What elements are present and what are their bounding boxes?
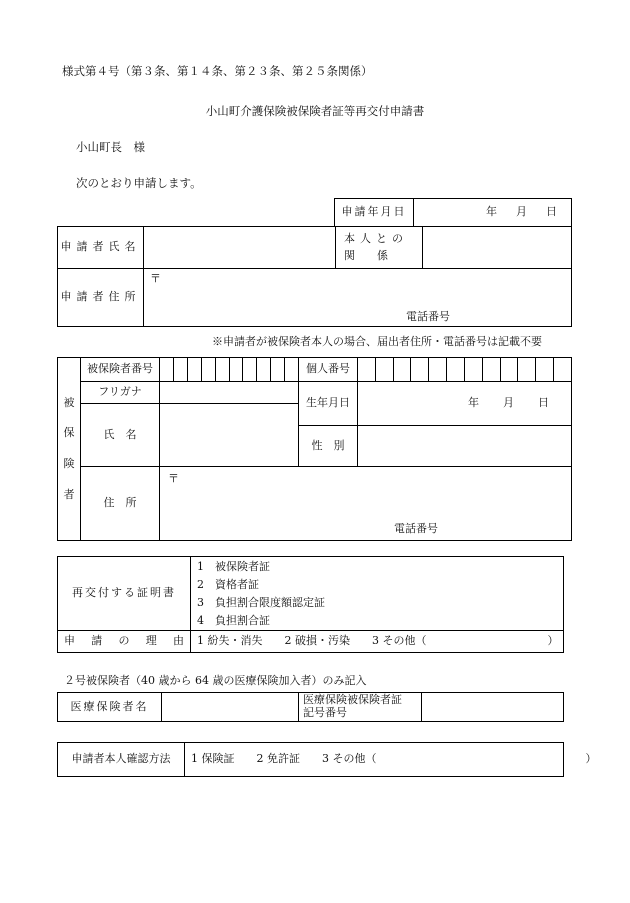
type2-table bbox=[57, 692, 564, 722]
day-label: 日 bbox=[546, 205, 557, 219]
applicant-note: ※申請者が被保険者本人の場合、届出者住所・電話番号は記載不要 bbox=[212, 335, 542, 348]
insured-day-label: 日 bbox=[538, 396, 549, 410]
verification-label: 申請者本人確認方法 bbox=[58, 743, 185, 777]
reason-options[interactable]: 1 紛失・消失 2 破損・汚染 3 その他（ ） bbox=[191, 631, 564, 653]
application-date-field[interactable] bbox=[414, 199, 572, 227]
type2-note: ２号被保険者（40 歳から 64 歳の医療保険加入者）のみ記入 bbox=[64, 674, 367, 687]
insured-month-label: 月 bbox=[503, 396, 514, 410]
applicant-address-label: 申請者住所 bbox=[58, 269, 144, 327]
insurance-number-field[interactable] bbox=[422, 693, 564, 722]
sex-label: 性 別 bbox=[299, 426, 358, 467]
application-date-table bbox=[334, 198, 572, 227]
applicant-phone-label: 電話番号 bbox=[406, 310, 450, 323]
year-label: 年 bbox=[486, 205, 497, 219]
insured-name-label: 氏 名 bbox=[81, 404, 160, 467]
reissue-options bbox=[191, 557, 564, 631]
reissue-option-2[interactable]: 2 資格者証 bbox=[197, 577, 259, 591]
reason-label: 申 請 の 理 由 bbox=[58, 631, 191, 653]
insured-side-char-2: 保 bbox=[63, 426, 75, 440]
insured-year-label: 年 bbox=[468, 396, 479, 410]
insurer-name-label: 医療保険者名 bbox=[58, 693, 162, 722]
insured-table bbox=[57, 357, 572, 541]
insured-number-boxes[interactable] bbox=[160, 358, 299, 382]
addressee: 小山町長 様 bbox=[76, 140, 145, 154]
insurer-name-field[interactable] bbox=[162, 693, 299, 722]
postal-mark: 〒 bbox=[150, 272, 161, 285]
insured-name-field[interactable] bbox=[160, 404, 299, 467]
insured-address-label: 住 所 bbox=[81, 467, 160, 541]
insurance-number-label-line1: 医療保険被保険者証 bbox=[303, 693, 402, 707]
verification-table bbox=[57, 742, 597, 777]
insurance-number-label-line2: 記号番号 bbox=[303, 706, 347, 719]
sex-field[interactable] bbox=[358, 426, 572, 467]
insurance-number-label bbox=[299, 693, 422, 722]
insured-phone-label: 電話番号 bbox=[394, 522, 438, 535]
applicant-table bbox=[57, 226, 572, 327]
relation-label-line1: 本人との bbox=[344, 231, 408, 245]
applicant-address-field[interactable] bbox=[144, 269, 572, 327]
relation-label-cell bbox=[336, 227, 423, 269]
month-label: 月 bbox=[516, 205, 527, 219]
page-title: 小山町介護保険被保険者証等再交付申請書 bbox=[205, 104, 425, 118]
insured-address-field[interactable] bbox=[160, 467, 572, 541]
insured-side-char-1: 被 bbox=[63, 395, 75, 409]
applicant-name-label: 申請者氏名 bbox=[58, 227, 144, 269]
birth-date-field[interactable] bbox=[358, 382, 572, 426]
birth-date-label: 生年月日 bbox=[299, 382, 358, 426]
furigana-field[interactable] bbox=[160, 382, 299, 404]
insured-side-char-4: 者 bbox=[63, 487, 75, 501]
application-date-label: 申請年月日 bbox=[335, 199, 414, 227]
personal-number-label: 個人番号 bbox=[299, 358, 358, 382]
applicant-name-field[interactable] bbox=[144, 227, 336, 269]
form-number: 様式第４号（第３条、第１４条、第２３条、第２５条関係） bbox=[62, 64, 373, 78]
reissue-cert-label: 再交付する証明書 bbox=[58, 557, 191, 631]
reissue-table bbox=[57, 556, 564, 653]
reissue-option-1[interactable]: 1 被保険者証 bbox=[197, 559, 270, 573]
insured-side-label bbox=[58, 358, 81, 541]
insured-side-char-3: 険 bbox=[63, 457, 75, 470]
furigana-label: フリガナ bbox=[81, 382, 160, 404]
intro-text: 次のとおり申請します。 bbox=[76, 176, 202, 190]
relation-label-line2: 関 係 bbox=[344, 248, 388, 262]
insured-number-label: 被保険者番号 bbox=[81, 358, 160, 382]
reissue-option-4[interactable]: 4 負担割合証 bbox=[197, 613, 270, 627]
personal-number-boxes[interactable] bbox=[358, 358, 572, 382]
relation-field[interactable] bbox=[423, 227, 572, 269]
insured-postal-mark: 〒 bbox=[168, 472, 179, 485]
reissue-option-3[interactable]: 3 負担割合限度額認定証 bbox=[197, 595, 325, 609]
verification-options[interactable]: 1 保険証 2 免許証 3 その他（ ） bbox=[185, 743, 564, 777]
